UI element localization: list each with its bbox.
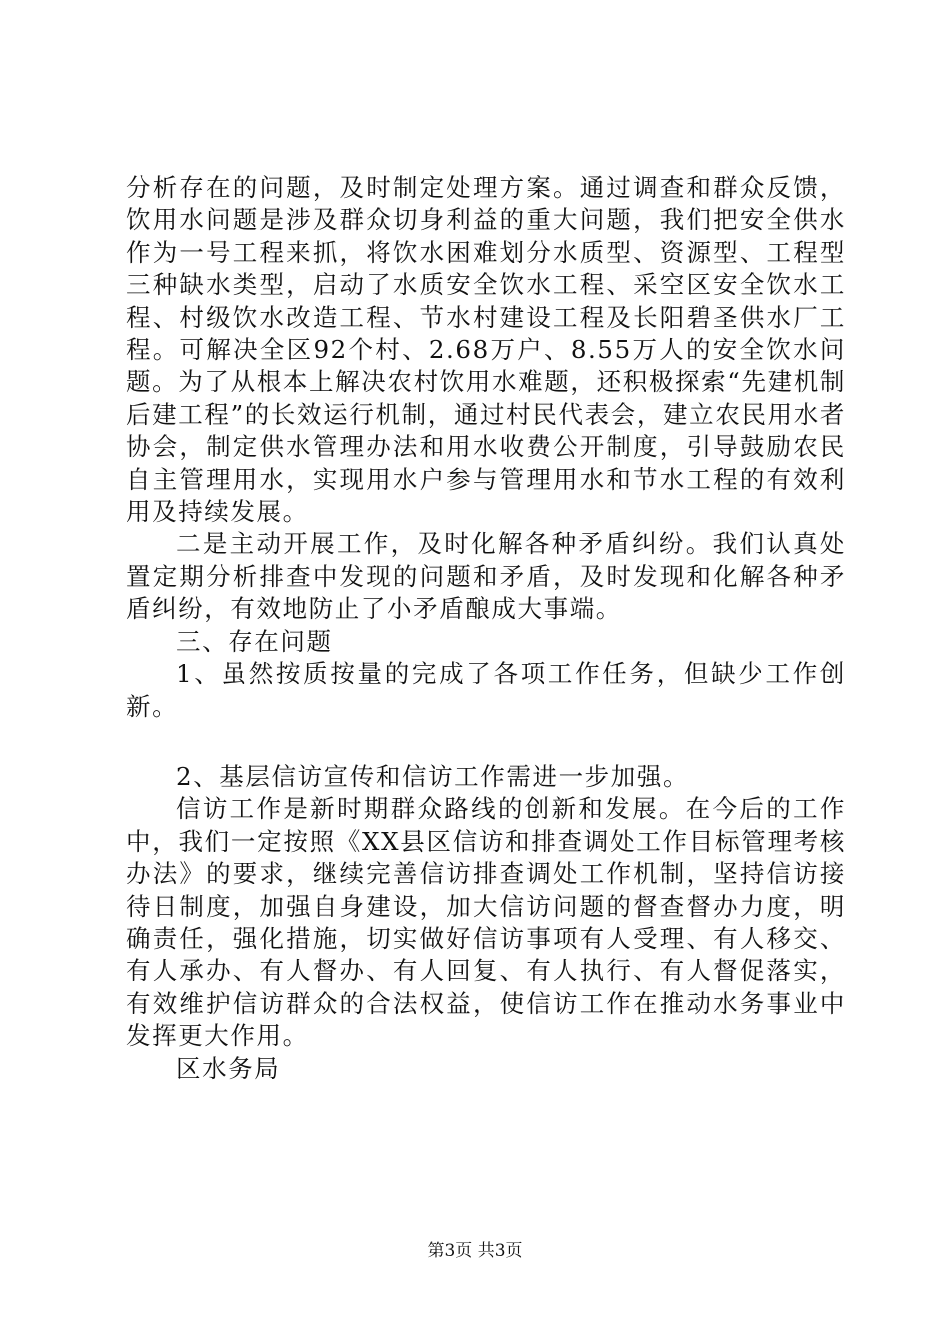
paragraph-dispute-resolution: 二是主动开展工作，及时化解各种矛盾纠纷。我们认真处置定期分析排查中发现的问题和矛盾，及时发现和化解各种矛盾纠纷，有效地防止了小矛盾酿成大事端。 — [126, 529, 846, 624]
list-item-problem-1: 1、虽然按质按量的完成了各项工作任务，但缺少工作创新。 — [126, 659, 846, 721]
signature-organization: 区水务局 — [176, 1053, 281, 1083]
document-body — [126, 172, 846, 1085]
section-heading-problems: 三、存在问题 — [176, 626, 333, 656]
paragraph-drinking-water: 分析存在的问题，及时制定处理方案。通过调查和群众反馈，饮用水问题是涉及群众切身利益的重大问题，我们把安全供水作为一号工程来抓，将饮水困难划分水质型、资源型、工程型三种缺水类型，启动了水质安全饮水工程、采空区安全饮水工程、村级饮水改造工程、节水村建设工程及长阳碧圣供水厂工程。可解决全区92个村、2.68万户、8.55万人的安全饮水问题。为了从根本上解决农村饮用水难题，还积极探索“先建机制后建工程”的长效运行机制，通过村民代表会，建立农民用水者协会，制定供水管理办法和用水收费公开制度，引导鼓励农民自主管理用水，实现用水户参与管理用水和节水工程的有效利用及持续发展。 — [126, 173, 846, 527]
list-item-problem-2: 2、基层信访宣传和信访工作需进一步加强。 — [176, 761, 690, 791]
paragraph-future-work: 信访工作是新时期群众路线的创新和发展。在今后的工作中，我们一定按照《XX县区信访和排查调处工作目标管理考核办法》的要求，继续完善信访排查调处工作机制，坚持信访接待日制度，加强自身建设，加大信访问题的督查督办力度，明确责任，强化措施，切实做好信访事项有人受理、有人移交、有人承办、有人督办、有人回复、有人执行、有人督促落实，有效维护信访群众的合法权益，使信访工作在推动水务事业中发挥更大作用。 — [126, 794, 846, 1051]
page-number-footer: 第3页 共3页 — [427, 1241, 523, 1261]
